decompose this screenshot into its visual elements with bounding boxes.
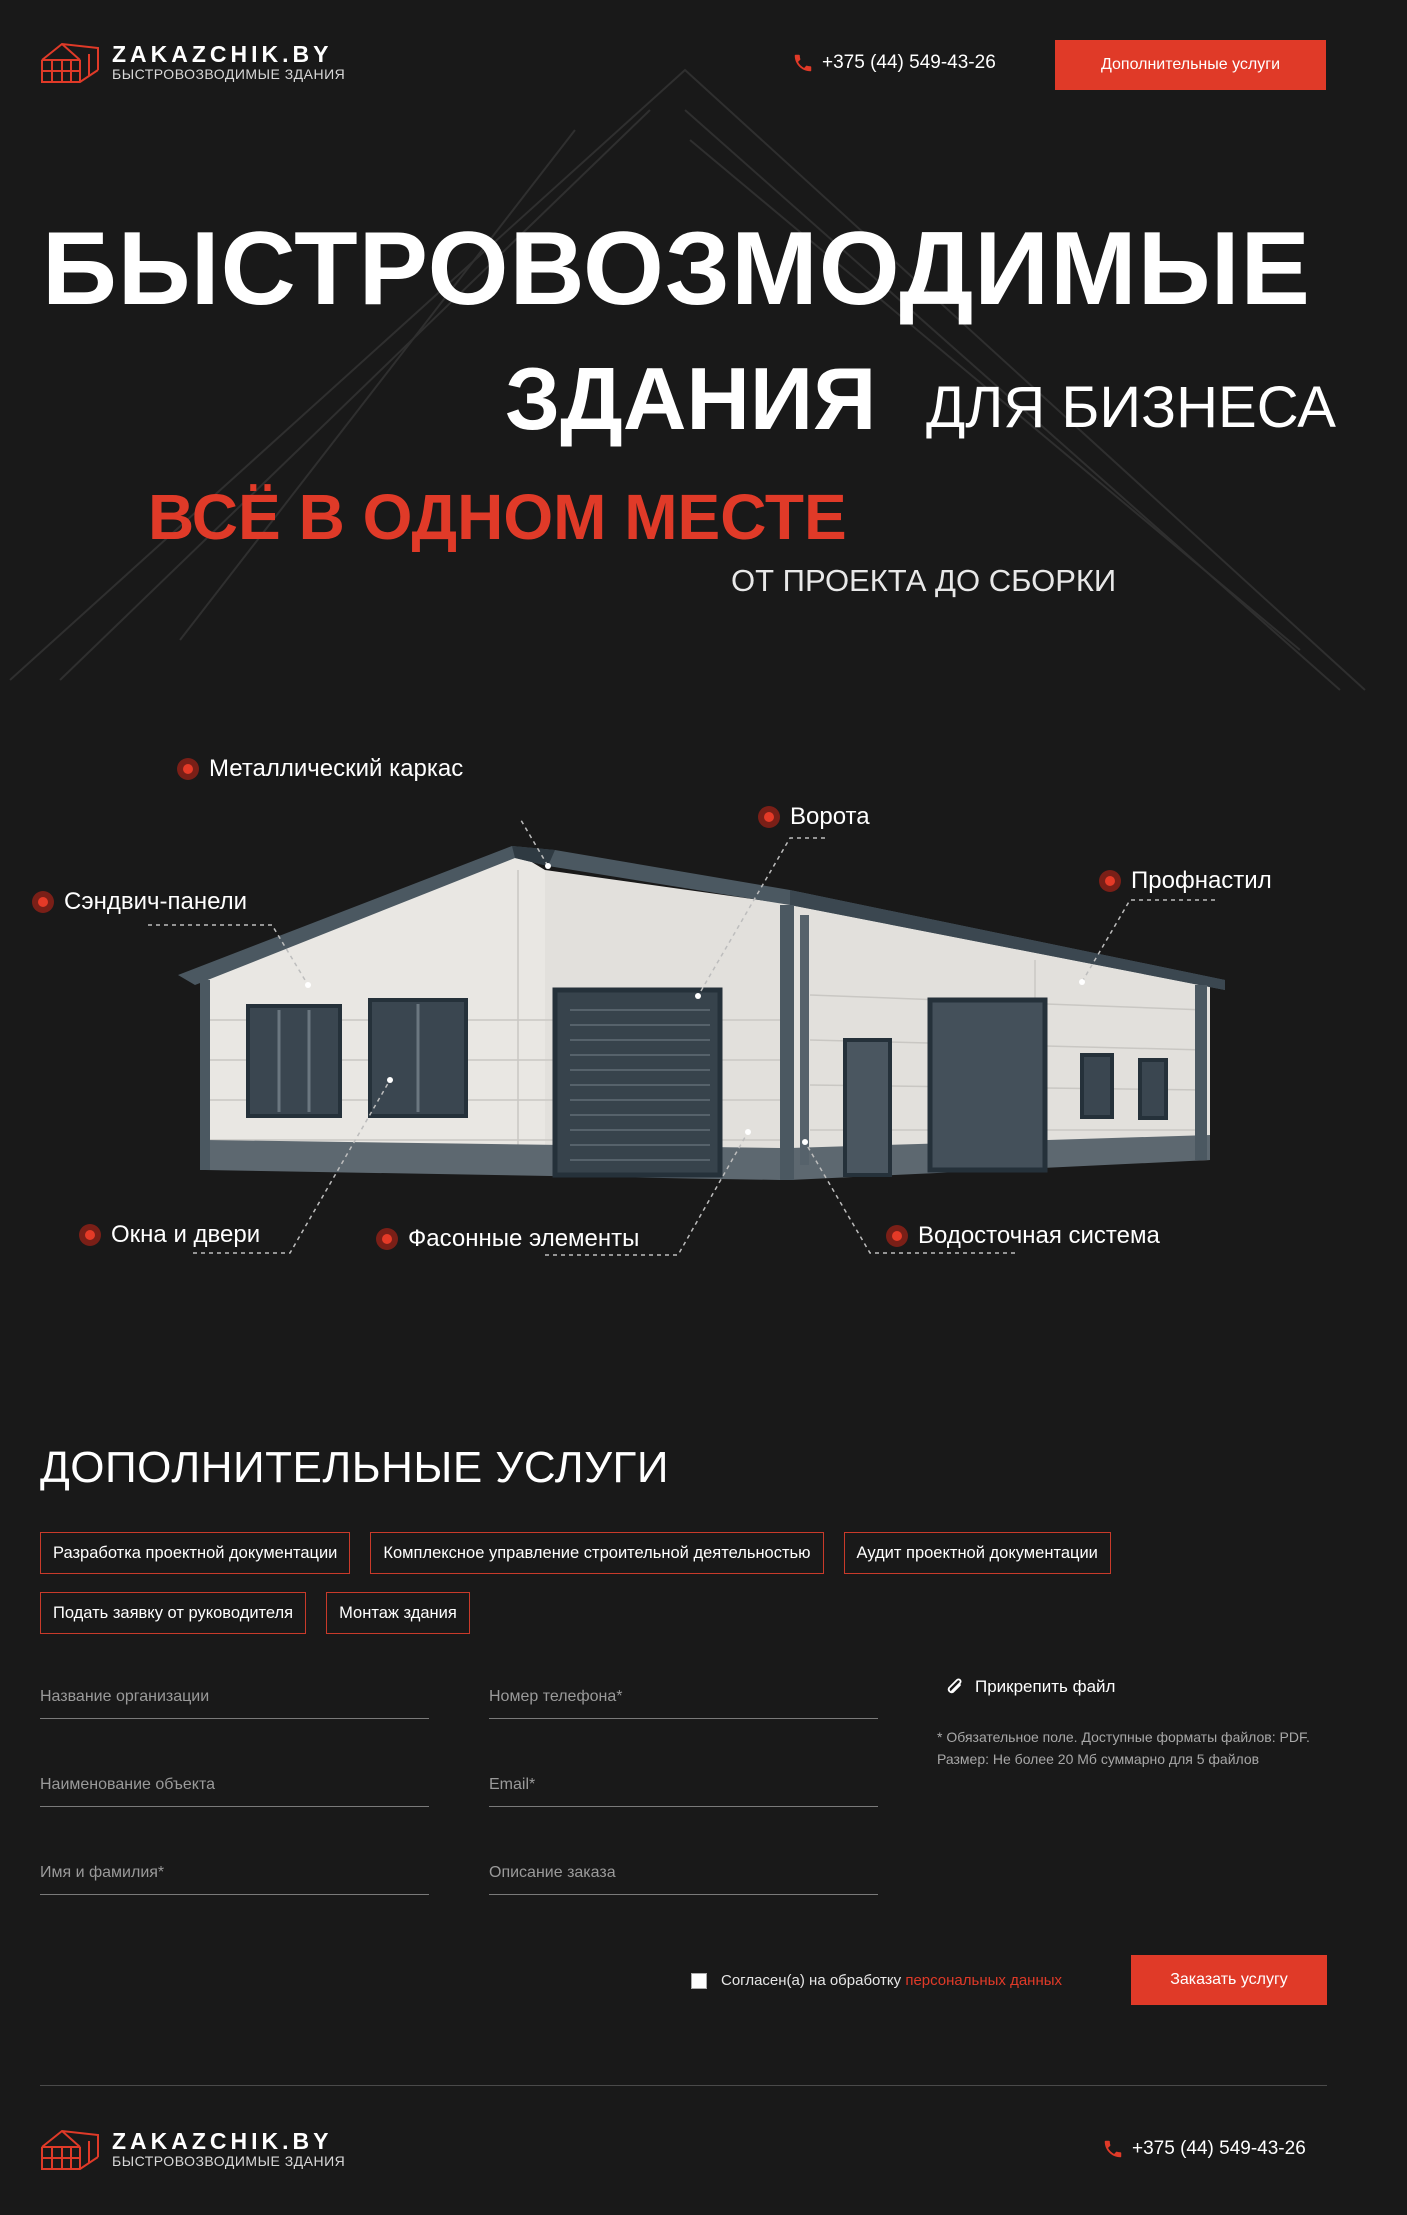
file-note-line1: * Обязательное поле. Доступные форматы файлов: PDF. (937, 1729, 1310, 1745)
order-service-button[interactable]: Заказать услугу (1131, 1955, 1327, 2005)
phone-icon (1102, 2138, 1124, 2160)
service-chip[interactable]: Аудит проектной документации (844, 1532, 1111, 1574)
header-phone-number: +375 (44) 549-43-26 (822, 52, 996, 73)
callout-dot-icon (79, 1224, 101, 1246)
email-field[interactable] (489, 1763, 878, 1807)
phone-input[interactable] (489, 1675, 878, 1718)
footer-divider (40, 2085, 1327, 2086)
org-field[interactable] (40, 1675, 429, 1719)
callout-dot-icon (177, 758, 199, 780)
service-chip[interactable]: Монтаж здания (326, 1592, 470, 1634)
additional-services-button[interactable]: Дополнительные услуги (1055, 40, 1326, 90)
hero-title-line2: ЗДАНИЯ (505, 349, 877, 448)
description-field[interactable] (489, 1851, 878, 1895)
callout-label: Ворота (790, 803, 870, 830)
object-field[interactable] (40, 1763, 429, 1807)
hero-accent: ВСЁ В ОДНОМ МЕСТЕ (148, 481, 847, 553)
file-note-line2: Размер: Не более 20 Мб суммарно для 5 файлов (937, 1751, 1260, 1767)
hero-title-line1: БЫСТРОВОЗМОДИМЫЕ (42, 211, 1311, 327)
consent-text: Согласен(а) на обработку (721, 1972, 902, 1989)
service-chip[interactable]: Подать заявку от руководителя (40, 1592, 306, 1634)
building-logo-icon (40, 2127, 100, 2171)
name-field[interactable] (40, 1851, 429, 1895)
footer-phone[interactable] (1102, 2138, 1306, 2160)
brand-name: ZAKAZCHIK.BY (112, 41, 333, 67)
callout-dot-icon (376, 1228, 398, 1250)
footer-brand-name: ZAKAZCHIK.BY (112, 2128, 333, 2154)
services-title: ДОПОЛНИТЕЛЬНЫЕ УСЛУГИ (40, 1443, 669, 1492)
service-chip[interactable]: Разработка проектной документации (40, 1532, 350, 1574)
callout-label: Металлический каркас (209, 755, 464, 782)
description-input[interactable] (489, 1851, 878, 1894)
callout-label: Сэндвич-панели (64, 888, 248, 915)
privacy-link[interactable]: персональных данных (905, 1972, 1063, 1989)
hero-title-suffix: ДЛЯ БИЗНЕСА (926, 375, 1336, 440)
consent-row (691, 1972, 1062, 1989)
callout-label: Профнастил (1131, 867, 1272, 894)
consent-checkbox[interactable] (691, 1973, 707, 1989)
phone-icon (792, 52, 814, 74)
file-note (937, 1726, 1337, 1770)
paperclip-icon (945, 1676, 965, 1698)
footer-phone-number: +375 (44) 549-43-26 (1132, 2138, 1306, 2159)
footer-brand-tagline: БЫСТРОВОЗВОДИМЫЕ ЗДАНИЯ (112, 2153, 346, 2169)
hero-subtitle: ОТ ПРОЕКТА ДО СБОРКИ (731, 563, 1117, 598)
callout-profnastil (1099, 867, 1272, 895)
callout-dot-icon (758, 806, 780, 828)
footer-logo[interactable] (40, 2127, 345, 2171)
email-input[interactable] (489, 1763, 878, 1806)
service-chip[interactable]: Комплексное управление строительной деятельностью (370, 1532, 823, 1574)
attach-file-label: Прикрепить файл (975, 1677, 1116, 1696)
callout-label: Окна и двери (111, 1221, 261, 1248)
callout-sandwich-panels (32, 888, 247, 916)
callout-dot-icon (32, 891, 54, 913)
phone-field[interactable] (489, 1675, 878, 1719)
callout-windows-doors (79, 1221, 260, 1249)
callout-label: Водосточная система (918, 1222, 1160, 1249)
callout-gate (758, 803, 870, 831)
building-logo-icon (40, 40, 100, 84)
name-input[interactable] (40, 1851, 429, 1894)
callout-metal-frame (177, 755, 463, 783)
callout-label: Фасонные элементы (408, 1225, 640, 1252)
callout-dot-icon (1099, 870, 1121, 892)
callout-dot-icon (886, 1225, 908, 1247)
attach-file-button[interactable] (945, 1676, 1115, 1698)
services-chips (40, 1532, 1340, 1634)
object-input[interactable] (40, 1763, 429, 1806)
callout-drainage (886, 1222, 1160, 1250)
header-logo[interactable] (40, 40, 345, 84)
brand-tagline: БЫСТРОВОЗВОДИМЫЕ ЗДАНИЯ (112, 66, 346, 82)
callout-shaped-elements (376, 1225, 639, 1253)
org-input[interactable] (40, 1675, 429, 1718)
header-phone[interactable] (792, 52, 996, 74)
